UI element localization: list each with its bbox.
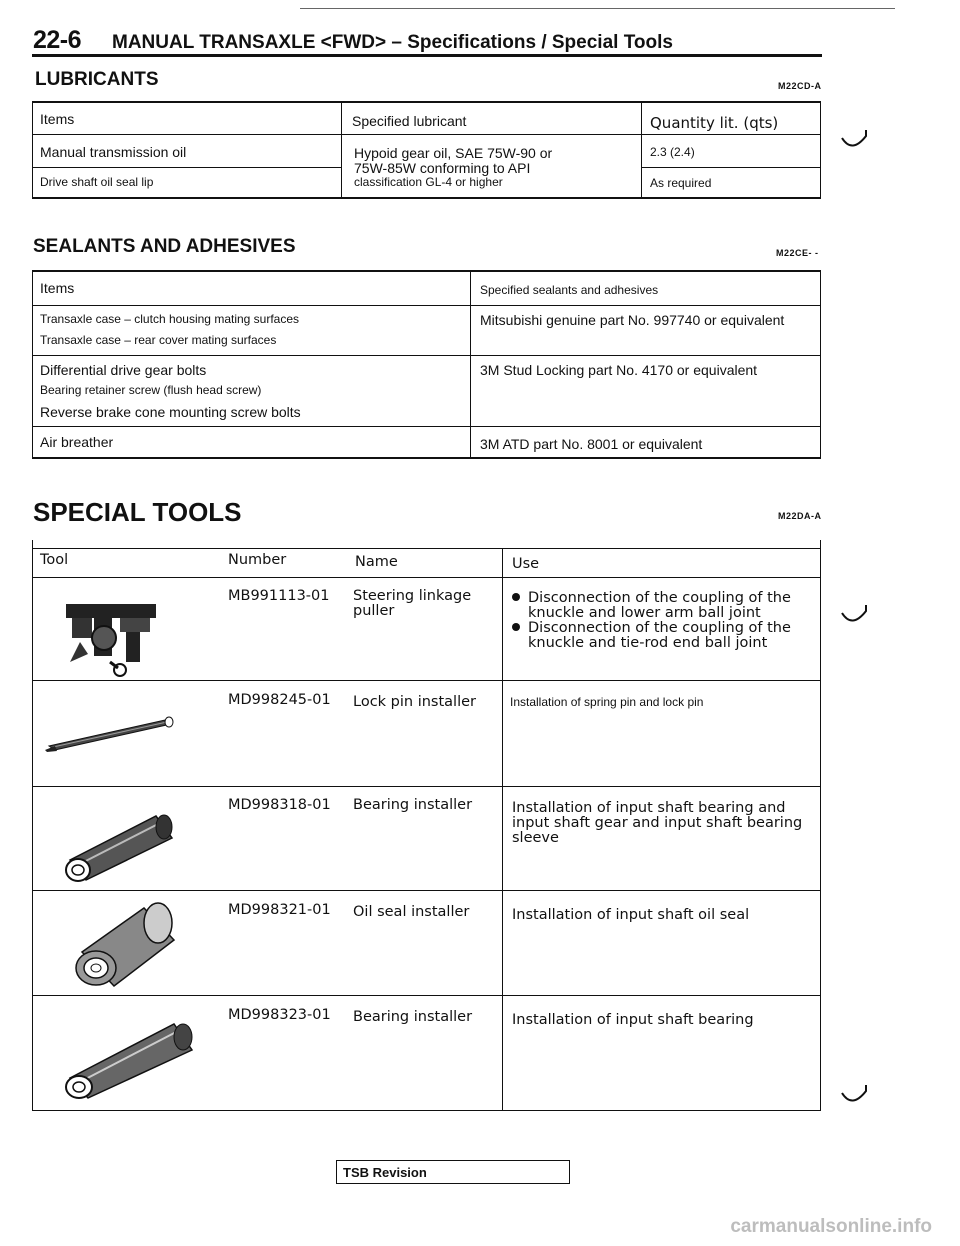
bearing-installer-icon	[62, 1016, 202, 1098]
sealants-group-2-spec: 3M Stud Locking part No. 4170 or equivalent	[480, 362, 758, 378]
tool-4-number: MD998321-01	[228, 902, 331, 918]
oil-seal-installer-icon	[62, 900, 182, 990]
tool-3-number: MD998318-01	[228, 797, 331, 813]
special-tools-heading: SPECIAL TOOLS	[33, 497, 242, 527]
sealants-group-1-spec: Mitsubishi genuine part No. 997740 or equivalent	[480, 312, 785, 328]
steering-linkage-puller-icon	[60, 592, 170, 682]
tool-1-use-line-1: Disconnection of the coupling of the	[512, 591, 791, 606]
tools-col-tool: Tool	[40, 552, 69, 568]
tool-4-name-line-1: Oil seal installer	[353, 904, 470, 920]
sealants-group-2-item-2: Bearing retainer screw (flush head screw)	[40, 383, 262, 397]
tsb-revision-label: TSB Revision	[343, 1165, 427, 1180]
lock-pin-installer-icon	[45, 712, 185, 752]
lubricants-row-2-quantity: As required	[650, 176, 712, 190]
tool-2-use-line-1: Installation of spring pin and lock pin	[510, 695, 704, 709]
sealants-group-2-item-3: Reverse brake cone mounting screw bolts	[40, 404, 301, 420]
binder-mark-icon	[840, 128, 870, 154]
binder-mark-icon	[840, 1083, 870, 1109]
sealants-group-1-item-1: Transaxle case – clutch housing mating surfaces	[40, 312, 300, 326]
tool-5-name-line-1: Bearing installer	[353, 1009, 473, 1025]
tool-5-number: MD998323-01	[228, 1007, 331, 1023]
tool-2-name-line-1: Lock pin installer	[353, 694, 476, 710]
tool-3-use-line-1: Installation of input shaft bearing and	[512, 800, 786, 816]
tools-col-use: Use	[512, 556, 540, 572]
page-number: 22-6	[33, 26, 82, 54]
lubricant-spec-line-2: 75W-85W conforming to API	[354, 160, 531, 176]
lubricants-col-quantity: Quantity lit. (qts)	[650, 114, 779, 132]
tool-1-number: MB991113-01	[228, 588, 330, 604]
tool-1-name-line-2: puller	[353, 603, 395, 619]
watermark: carmanualsonline.info	[730, 1216, 932, 1237]
page-title: MANUAL TRANSAXLE <FWD> – Specifications / Special Tools	[112, 32, 673, 53]
top-rule	[300, 8, 895, 9]
lubricants-row-1-quantity: 2.3 (2.4)	[650, 145, 695, 159]
tool-1-name-line-1: Steering linkage	[353, 588, 472, 604]
lubricants-row-1-item: Manual transmission oil	[40, 144, 187, 160]
lubricants-col-lubricant: Specified lubricant	[352, 113, 467, 129]
lubricants-col-items: Items	[40, 111, 75, 127]
lubricants-row-2-item: Drive shaft oil seal lip	[40, 175, 154, 189]
special-tools-code: M22DA-A	[778, 511, 822, 521]
tool-3-use-line-2: input shaft gear and input shaft bearing	[512, 815, 803, 831]
tool-5-use-line-1: Installation of input shaft bearing	[512, 1012, 754, 1028]
tool-1-use-line-3: Disconnection of the coupling of the	[512, 621, 791, 636]
tsb-revision-box	[336, 1160, 570, 1184]
bullet-icon	[512, 623, 520, 631]
lubricant-spec-line-1: Hypoid gear oil, SAE 75W-90 or	[354, 145, 553, 161]
lubricant-spec-line-3: classification GL-4 or higher	[354, 175, 503, 189]
tool-4-use-line-1: Installation of input shaft oil seal	[512, 907, 750, 923]
sealants-heading: SEALANTS AND ADHESIVES	[33, 236, 296, 257]
lubricants-code: M22CD-A	[778, 81, 822, 91]
sealants-group-3-spec: 3M ATD part No. 8001 or equivalent	[480, 436, 703, 452]
tool-2-number: MD998245-01	[228, 692, 331, 708]
tool-1-use-line-2: knuckle and lower arm ball joint	[528, 605, 761, 621]
tool-3-use-line-3: sleeve	[512, 830, 559, 846]
tools-col-name: Name	[355, 554, 398, 570]
sealants-col-spec: Specified sealants and adhesives	[480, 283, 659, 297]
tool-3-name-line-1: Bearing installer	[353, 797, 473, 813]
sealants-group-1-item-2: Transaxle case – rear cover mating surfaces	[40, 333, 277, 347]
sealants-group-2-item-1: Differential drive gear bolts	[40, 362, 207, 378]
sealants-col-items: Items	[40, 280, 75, 296]
binder-mark-icon	[840, 603, 870, 629]
bearing-installer-icon	[60, 808, 180, 880]
lubricants-heading: LUBRICANTS	[35, 69, 159, 90]
header-rule	[32, 54, 822, 57]
sealants-code: M22CE- -	[776, 248, 819, 258]
tool-1-use-line-4: knuckle and tie-rod end ball joint	[528, 635, 768, 651]
sealants-group-3-item-1: Air breather	[40, 434, 114, 450]
bullet-icon	[512, 593, 520, 601]
tools-col-number: Number	[228, 552, 287, 568]
